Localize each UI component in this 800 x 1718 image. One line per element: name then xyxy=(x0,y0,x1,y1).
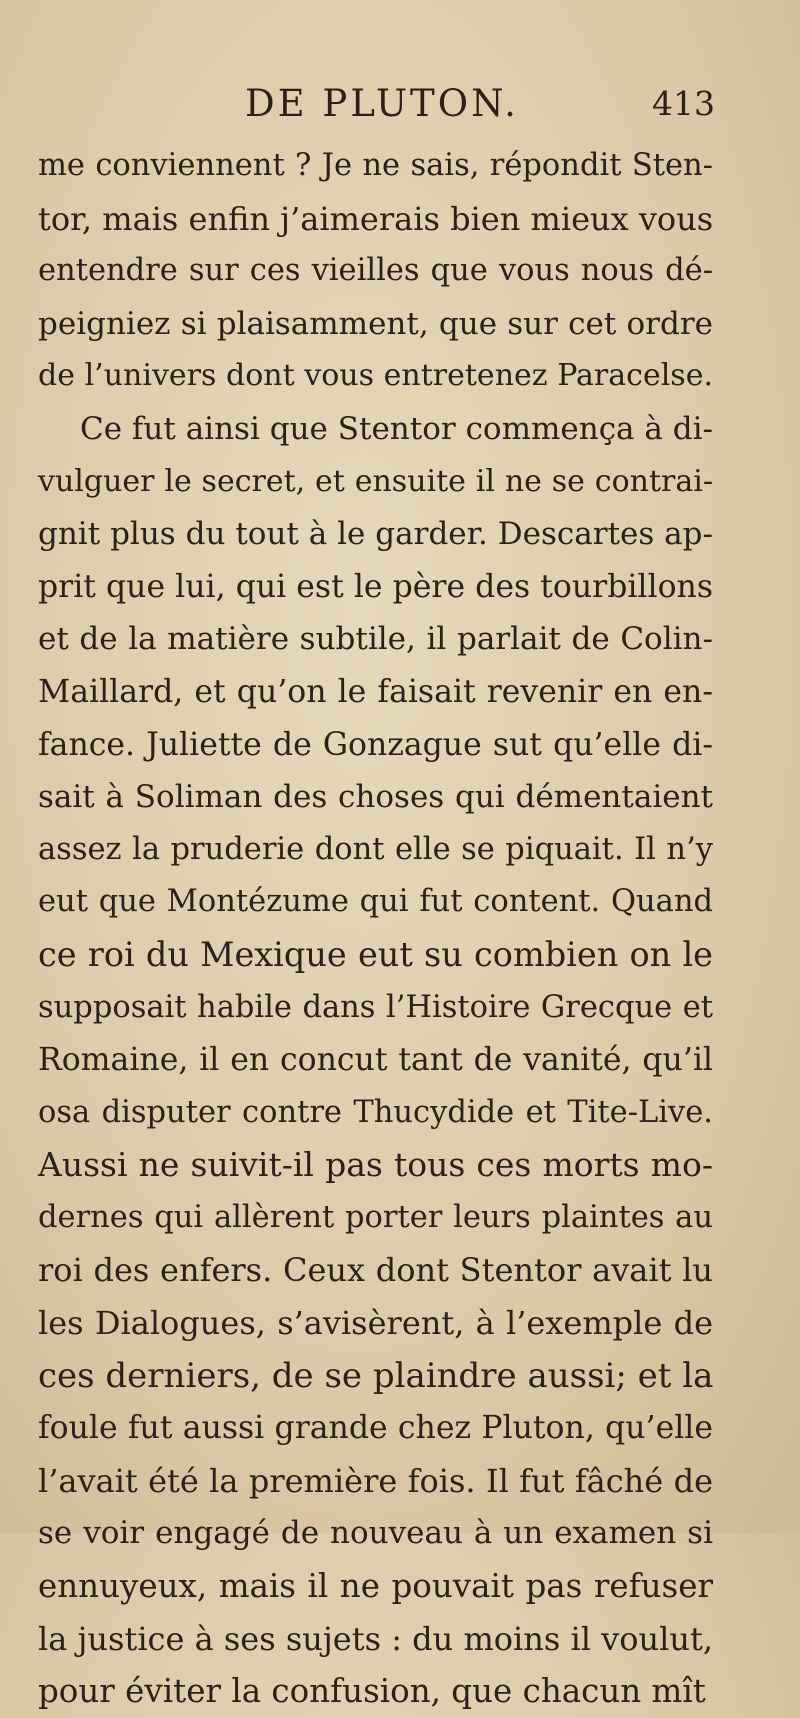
text-line: Maillard, et qu’on le faisait revenir en en- xyxy=(38,673,713,710)
text-line: me conviennent ? Je ne sais, répondit Sten- xyxy=(38,148,713,183)
text-line: eut que Montézume qui fut content. Quand xyxy=(38,884,713,920)
text-line: ces derniers, de se plaindre aussi; et la xyxy=(38,1355,714,1396)
text-line: ennuyeux, mais il ne pouvait pas refuser xyxy=(38,1567,713,1606)
text-line: les Dialogues, s’avisèrent, à l’exemple de xyxy=(38,1304,713,1343)
text-line: Romaine, il en concut tant de vanité, qu’il xyxy=(38,1042,713,1079)
text-line: osa disputer contre Thucydide et Tite-Live. xyxy=(38,1094,713,1130)
text-line: vulguer le secret, et ensuite il ne se contrai- xyxy=(38,463,713,499)
running-title: DE PLUTON. xyxy=(245,82,519,125)
text-line: assez la pruderie dont elle se piquait. Il n’y xyxy=(38,831,713,867)
text-line: Ce fut ainsi que Stentor commença à di- xyxy=(80,410,713,447)
text-line: et de la matière subtile, il parlait de Colin- xyxy=(38,621,713,658)
text-line: tor, mais enfin j’aimerais bien mieux vous xyxy=(38,199,714,238)
text-line: gnit plus du tout à le garder. Descartes ap- xyxy=(38,516,713,553)
text-line: la justice à ses sujets : du moins il voulut, xyxy=(38,1619,713,1658)
text-line: roi des enfers. Ceux dont Stentor avait lu xyxy=(38,1251,713,1290)
text-line: pour éviter la confusion, que chacun mît xyxy=(38,1672,706,1711)
running-head xyxy=(100,82,715,132)
text-line: dernes qui allèrent porter leurs plaintes au xyxy=(38,1199,713,1235)
text-line: se voir engagé de nouveau à un examen si xyxy=(38,1515,713,1552)
text-line: peigniez si plaisamment, que sur cet ordre xyxy=(38,305,713,342)
text-line: de l’univers dont vous entretenez Paracelse. xyxy=(38,358,713,394)
text-line: sait à Soliman des choses qui démentaient xyxy=(38,779,713,816)
text-line: Aussi ne suivit-il pas tous ces morts mo- xyxy=(38,1145,713,1185)
text-line: l’avait été la première fois. Il fut fâché de xyxy=(38,1461,713,1500)
text-line: entendre sur ces vieilles que vous nous dé- xyxy=(38,253,713,289)
text-line: prit que lui, qui est le père des tourbillons xyxy=(38,568,713,605)
text-line: fance. Juliette de Gonzague sut qu’elle di- xyxy=(38,726,713,763)
page-number: 413 xyxy=(652,84,715,123)
text-line: supposait habile dans l’Histoire Grecque et xyxy=(38,989,713,1025)
body-text xyxy=(38,140,713,1718)
text-line: foule fut aussi grande chez Pluton, qu’elle xyxy=(38,1410,713,1447)
text-line: ce roi du Mexique eut su combien on le xyxy=(38,934,713,974)
